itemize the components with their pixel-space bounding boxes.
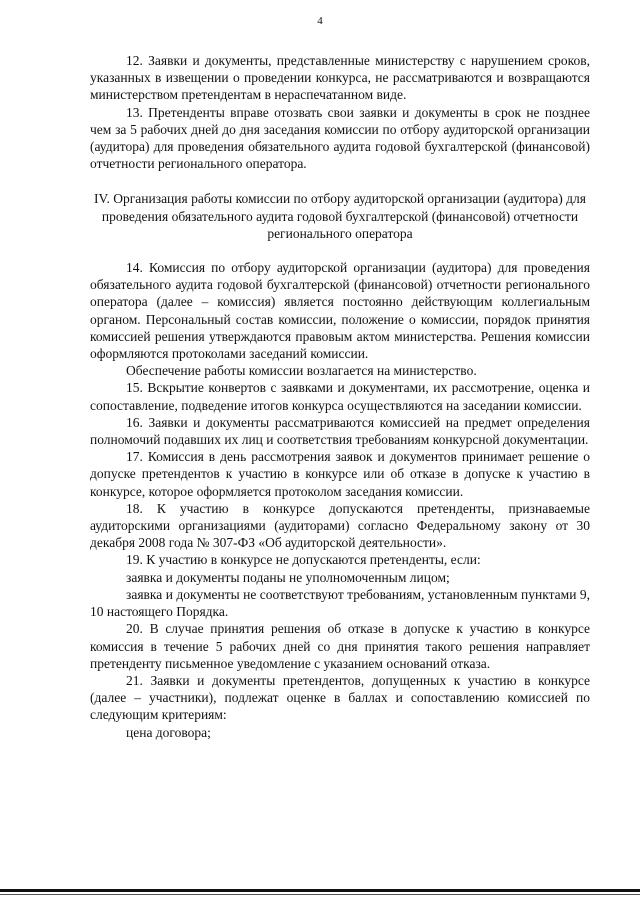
paragraph-19-item-1: заявка и документы поданы не уполномоченным лицом; xyxy=(126,569,450,585)
paragraph-15: 15. Вскрытие конвертов с заявками и документами, их рассмотрение, оценка и сопоставление, подведение итогов конкурса осуществляются на заседании комиссии. xyxy=(90,380,590,413)
paragraph-21: 21. Заявки и документы претендентов, допущенных к участию в конкурсе (далее – участники), подлежат оценке в баллах и сопоставлению комиссией по следующим критериям: xyxy=(90,672,590,723)
paragraph-14-support: Обеспечение работы комиссии возлагается на министерство. xyxy=(126,363,477,379)
paragraph-18: 18. К участию в конкурсе допускаются претенденты, признаваемые аудиторскими организациями (аудиторами) согласно Федеральному закону от 30 декабря 2008 года № 307-ФЗ «Об аудиторской деятельности». xyxy=(90,500,590,551)
paragraph-17: 17. Комиссия в день рассмотрения заявок и документов принимает решение о допуске претендентов к участию в конкурсе или об отказе в допуске к участию в конкурсе, которое оформляется протоколом заседания комиссии. xyxy=(90,449,590,499)
paragraph-19: 19. К участию в конкурсе не допускаются претенденты, если: xyxy=(126,552,481,568)
paragraph-16: 16. Заявки и документы рассматриваются комиссией на предмет определения полномочий подавших их лиц и соответствия требованиям конкурсной документации. xyxy=(90,414,590,448)
scan-edge-line-thin xyxy=(0,894,640,895)
page-number: 4 xyxy=(317,15,323,27)
scan-edge-line xyxy=(0,889,640,892)
paragraph-19-item-2: заявка и документы не соответствуют требованиям, установленным пунктами 9, 10 настоящего Порядка. xyxy=(90,586,590,620)
paragraph-13: 13. Претенденты вправе отозвать свои заявки и документы в срок не позднее чем за 5 рабочих дней до дня заседания комиссии по отбору аудиторской организации (аудитора) для проведения обязательного аудита годовой бухгалтерской (финансовой) отчетности регионального оператора. xyxy=(90,104,590,172)
section-heading: IV. Организация работы комиссии по отбору аудиторской организации (аудитора) для проведения обязательного аудита годовой бухгалтерской (финансовой) отчетности регионального оператора xyxy=(94,191,586,241)
paragraph-21-criterion-1: цена договора; xyxy=(126,724,211,740)
paragraph-20: 20. В случае принятия решения об отказе в допуске к участию в конкурсе комиссия в течение 5 рабочих дней со дня принятия такого решения направляет претенденту письменное уведомление с указанием оснований отказа. xyxy=(90,621,590,671)
paragraph-12: 12. Заявки и документы, представленные министерству с нарушением сроков, указанных в извещении о проведении конкурса, не рассматриваются и возвращаются министерством претендентам в нераспечатанном виде. xyxy=(90,53,590,103)
document-body xyxy=(90,52,590,741)
paragraph-14: 14. Комиссия по отбору аудиторской организации (аудитора) для проведения обязательного аудита годовой бухгалтерской (финансовой) отчетности регионального оператора (далее – комиссия) является постоянно действующим коллегиальным органом. Персональный состав комиссии, положение о комиссии, порядок принятия комиссией решения утверждаются правовым актом министерства. Решения комиссии оформляются протоколами заседаний комиссии. xyxy=(90,260,590,362)
